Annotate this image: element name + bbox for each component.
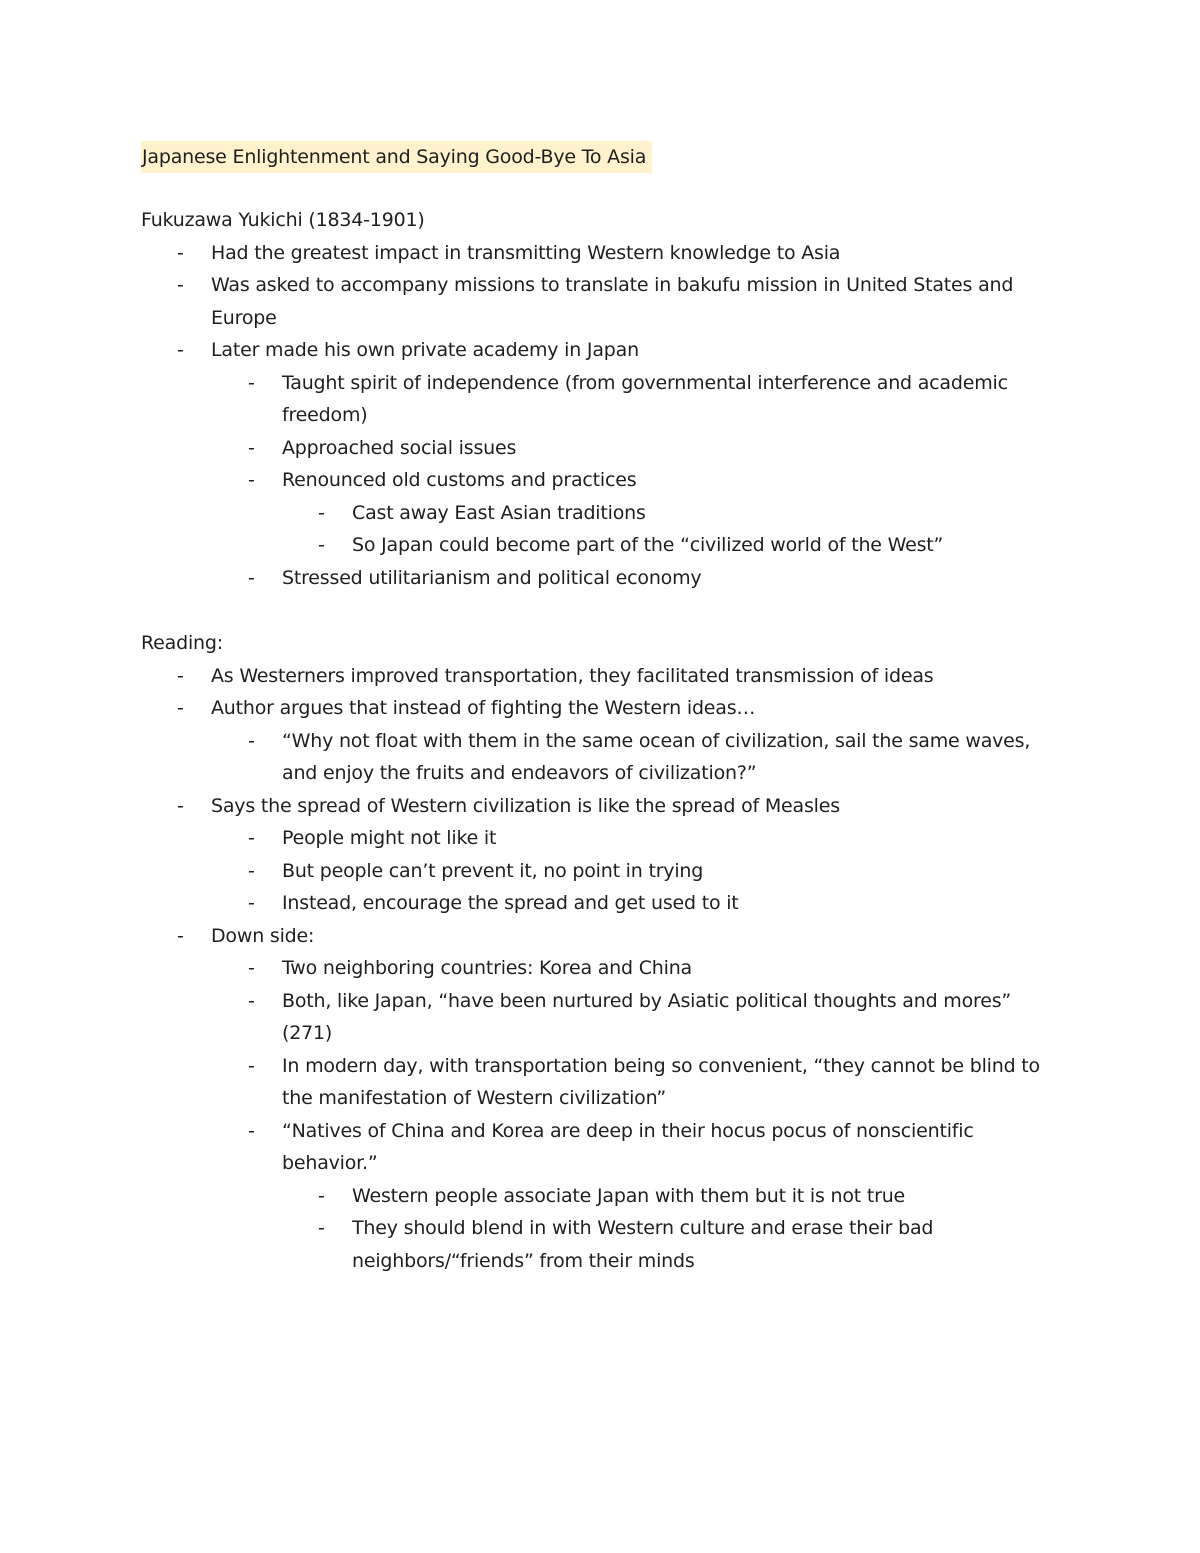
list-item <box>141 562 1061 595</box>
list-item <box>141 529 1061 562</box>
list-item-text: “Why not float with them in the same ocean of civilization, sail the same waves, and enjoy the fruits and endeavors of civilization?” <box>282 729 1031 784</box>
bullet-dash: - <box>248 1054 255 1077</box>
list-item-text: But people can’t prevent it, no point in trying <box>282 859 704 882</box>
bullet-dash: - <box>248 827 255 849</box>
list-item-text: “Natives of China and Korea are deep in their hocus pocus of nonscientific behavior.” <box>282 1119 974 1174</box>
list-item-text: Was asked to accompany missions to translate in bakufu mission in United States and Europe <box>211 274 1014 329</box>
list-item-text: People might not like it <box>282 827 497 849</box>
list-item <box>141 855 1061 888</box>
list-item-text: They should blend in with Western culture and erase their bad neighbors/“friends” from their minds <box>352 1217 934 1272</box>
list-item <box>141 1180 1061 1213</box>
section-heading: Fukuzawa Yukichi (1834-1901) <box>141 209 425 231</box>
bullet-dash: - <box>177 241 184 264</box>
list-item-text: Instead, encourage the spread and get used to it <box>282 892 739 914</box>
list-item-text: Two neighboring countries: Korea and China <box>282 957 692 979</box>
list-item <box>141 367 1061 432</box>
bullet-dash: - <box>177 924 184 947</box>
bullet-dash: - <box>177 664 184 687</box>
list-item <box>141 692 1061 725</box>
list-item-text: So Japan could become part of the “civilized world of the West” <box>352 534 944 556</box>
list-item <box>141 920 1061 953</box>
list-item <box>141 334 1061 367</box>
list-item <box>141 985 1061 1050</box>
bullet-dash: - <box>248 1119 255 1142</box>
bullet-dash: - <box>248 729 255 752</box>
list-item <box>141 432 1061 465</box>
bullet-dash: - <box>318 1184 325 1207</box>
section-reading <box>141 627 1061 1277</box>
list-item <box>141 497 1061 530</box>
list-item <box>141 822 1061 855</box>
list-item <box>141 464 1061 497</box>
bullet-list <box>141 237 1061 595</box>
bullet-dash: - <box>248 957 255 979</box>
bullet-dash: - <box>248 566 255 589</box>
bullet-dash: - <box>248 436 255 459</box>
list-item-text: Had the greatest impact in transmitting Western knowledge to Asia <box>211 241 841 264</box>
list-item-text: Says the spread of Western civilization is like the spread of Measles <box>211 794 840 817</box>
bullet-dash: - <box>248 371 255 394</box>
bullet-dash: - <box>248 469 255 491</box>
list-item-text: Western people associate Japan with them but it is not true <box>352 1184 906 1207</box>
list-item <box>141 725 1061 790</box>
list-item-text: In modern day, with transportation being so convenient, “they cannot be blind to the manifestation of Western civilization” <box>282 1054 1040 1109</box>
list-item-text: Approached social issues <box>282 436 517 459</box>
section-fukuzawa <box>141 204 1061 594</box>
list-item <box>141 1115 1061 1180</box>
bullet-dash: - <box>248 859 255 882</box>
list-item <box>141 237 1061 270</box>
list-item-text: Both, like Japan, “have been nurtured by Asiatic political thoughts and mores” (271) <box>282 989 1012 1044</box>
list-item <box>141 952 1061 985</box>
list-item-text: Later made his own private academy in Japan <box>211 339 639 361</box>
bullet-dash: - <box>248 892 255 914</box>
list-item-text: As Westerners improved transportation, they facilitated transmission of ideas <box>211 664 934 687</box>
bullet-dash: - <box>318 534 325 556</box>
document-title: Japanese Enlightenment and Saying Good-Bye To Asia <box>141 141 652 173</box>
list-item <box>141 1050 1061 1115</box>
list-item <box>141 269 1061 334</box>
section-heading: Reading: <box>141 632 223 654</box>
bullet-dash: - <box>177 697 184 719</box>
bullet-dash: - <box>177 274 184 296</box>
bullet-dash: - <box>318 1217 325 1239</box>
list-item <box>141 660 1061 693</box>
bullet-dash: - <box>248 989 255 1012</box>
bullet-dash: - <box>177 794 184 817</box>
list-item <box>141 887 1061 920</box>
list-item <box>141 790 1061 823</box>
bullet-list <box>141 660 1061 1278</box>
list-item-text: Renounced old customs and practices <box>282 469 637 491</box>
list-item-text: Stressed utilitarianism and political economy <box>282 566 702 589</box>
bullet-dash: - <box>177 339 184 361</box>
list-item-text: Author argues that instead of fighting the Western ideas… <box>211 697 756 719</box>
list-item-text: Down side: <box>211 924 315 947</box>
bullet-dash: - <box>318 501 325 524</box>
list-item-text: Taught spirit of independence (from governmental interference and academic freedom) <box>282 371 1008 426</box>
list-item-text: Cast away East Asian traditions <box>352 501 646 524</box>
list-item <box>141 1212 1061 1277</box>
